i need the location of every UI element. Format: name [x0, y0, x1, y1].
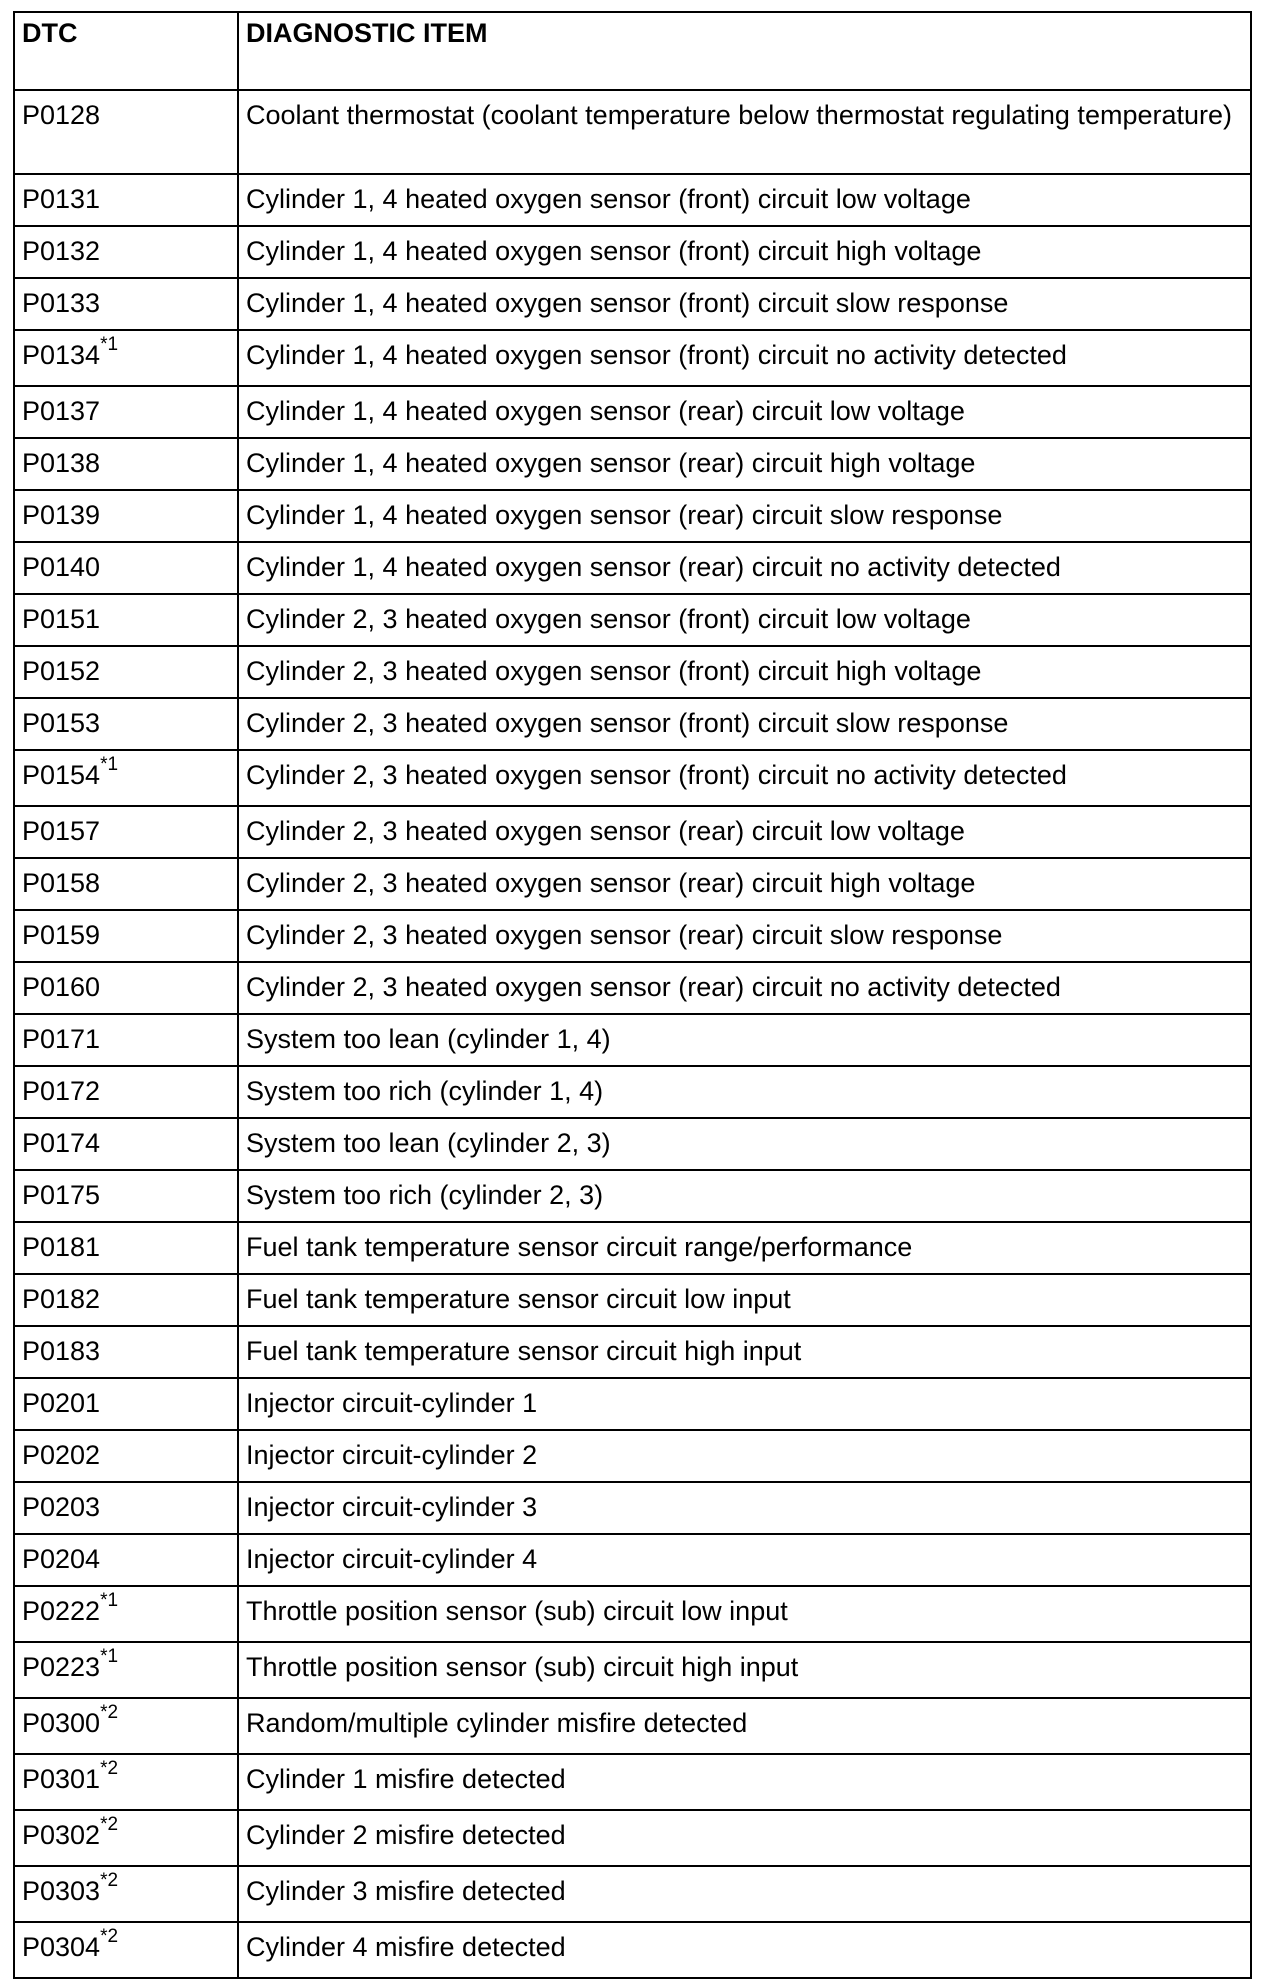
footnote-marker: *1: [100, 754, 119, 775]
diagnostic-item-cell: Cylinder 2, 3 heated oxygen sensor (front) circuit high voltage: [238, 646, 1251, 698]
table-row: [14, 1482, 1251, 1534]
table-row: [14, 542, 1251, 594]
dtc-code-cell: [14, 1482, 238, 1534]
dtc-code-cell: [14, 858, 238, 910]
dtc-code-cell: [14, 594, 238, 646]
dtc-code-cell: [14, 490, 238, 542]
diagnostic-item-cell: Cylinder 3 misfire detected: [238, 1866, 1251, 1922]
table-row: [14, 858, 1251, 910]
dtc-code-cell: [14, 646, 238, 698]
dtc-code-cell: [14, 806, 238, 858]
dtc-code-cell: [14, 1642, 238, 1698]
diagnostic-item-cell: System too lean (cylinder 2, 3): [238, 1118, 1251, 1170]
table-row: [14, 278, 1251, 330]
dtc-code: P0172: [22, 1076, 101, 1106]
table-row: [14, 1754, 1251, 1810]
dtc-code: P0183: [22, 1336, 101, 1366]
dtc-code: P0204: [22, 1544, 101, 1574]
dtc-code: P0304: [22, 1932, 101, 1962]
table-row: [14, 386, 1251, 438]
dtc-code-cell: [14, 750, 238, 806]
dtc-code: P0153: [22, 708, 101, 738]
dtc-code: P0152: [22, 656, 101, 686]
dtc-code-cell: [14, 542, 238, 594]
table-row: [14, 1534, 1251, 1586]
dtc-code-cell: [14, 1534, 238, 1586]
dtc-code: P0223: [22, 1652, 101, 1682]
dtc-code: P0154: [22, 760, 101, 790]
dtc-code-cell: [14, 330, 238, 386]
table-row: [14, 1118, 1251, 1170]
dtc-code-cell: [14, 438, 238, 490]
footnote-marker: *2: [100, 1702, 119, 1723]
dtc-code-cell: [14, 1222, 238, 1274]
diagnostic-item-column-header: DIAGNOSTIC ITEM: [238, 12, 1251, 90]
dtc-code: P0138: [22, 448, 101, 478]
diagnostic-item-cell: Cylinder 1, 4 heated oxygen sensor (rear) circuit slow response: [238, 490, 1251, 542]
dtc-code: P0300: [22, 1708, 101, 1738]
dtc-code-cell: [14, 698, 238, 750]
diagnostic-item-cell: Throttle position sensor (sub) circuit low input: [238, 1586, 1251, 1642]
table-row: [14, 646, 1251, 698]
dtc-code: P0132: [22, 236, 101, 266]
dtc-code: P0151: [22, 604, 101, 634]
dtc-code-cell: [14, 386, 238, 438]
table-row: [14, 90, 1251, 174]
dtc-code-cell: [14, 1810, 238, 1866]
dtc-code-cell: [14, 1698, 238, 1754]
dtc-column-header: DTC: [14, 12, 238, 90]
table-row: [14, 1274, 1251, 1326]
dtc-code: P0137: [22, 396, 101, 426]
table-row: [14, 226, 1251, 278]
diagnostic-item-cell: Cylinder 1, 4 heated oxygen sensor (front) circuit high voltage: [238, 226, 1251, 278]
diagnostic-item-cell: Cylinder 1, 4 heated oxygen sensor (front) circuit low voltage: [238, 174, 1251, 226]
table-row: [14, 594, 1251, 646]
table-row: [14, 806, 1251, 858]
table-row: [14, 174, 1251, 226]
header-row: [14, 12, 1251, 90]
diagnostic-item-cell: Fuel tank temperature sensor circuit high input: [238, 1326, 1251, 1378]
dtc-code: P0157: [22, 816, 101, 846]
dtc-code: P0159: [22, 920, 101, 950]
table-row: [14, 438, 1251, 490]
dtc-code: P0201: [22, 1388, 101, 1418]
diagnostic-item-cell: Cylinder 1, 4 heated oxygen sensor (rear) circuit no activity detected: [238, 542, 1251, 594]
diagnostic-item-cell: Cylinder 2, 3 heated oxygen sensor (rear) circuit high voltage: [238, 858, 1251, 910]
table-row: [14, 1378, 1251, 1430]
diagnostic-item-cell: Cylinder 1, 4 heated oxygen sensor (front) circuit no activity detected: [238, 330, 1251, 386]
diagnostic-item-cell: Throttle position sensor (sub) circuit high input: [238, 1642, 1251, 1698]
table-row: [14, 1698, 1251, 1754]
dtc-code-cell: [14, 1866, 238, 1922]
footnote-marker: *2: [100, 1870, 119, 1891]
dtc-code: P0202: [22, 1440, 101, 1470]
diagnostic-item-cell: System too rich (cylinder 1, 4): [238, 1066, 1251, 1118]
table-row: [14, 1170, 1251, 1222]
footnote-marker: *1: [100, 1590, 119, 1611]
dtc-code: P0181: [22, 1232, 101, 1262]
table-row: [14, 490, 1251, 542]
diagnostic-item-cell: Injector circuit-cylinder 3: [238, 1482, 1251, 1534]
diagnostic-item-cell: Fuel tank temperature sensor circuit low input: [238, 1274, 1251, 1326]
dtc-code: P0175: [22, 1180, 101, 1210]
dtc-code: P0303: [22, 1876, 101, 1906]
dtc-code-cell: [14, 1378, 238, 1430]
dtc-code: P0158: [22, 868, 101, 898]
dtc-code-cell: [14, 1430, 238, 1482]
diagnostic-item-cell: Cylinder 2, 3 heated oxygen sensor (front) circuit slow response: [238, 698, 1251, 750]
dtc-code-cell: [14, 1118, 238, 1170]
table-body: [14, 90, 1251, 1978]
dtc-code-cell: [14, 1586, 238, 1642]
dtc-code-cell: [14, 278, 238, 330]
diagnostic-item-cell: Cylinder 2, 3 heated oxygen sensor (rear) circuit no activity detected: [238, 962, 1251, 1014]
diagnostic-item-cell: Cylinder 2 misfire detected: [238, 1810, 1251, 1866]
table-row: [14, 698, 1251, 750]
diagnostic-item-cell: System too rich (cylinder 2, 3): [238, 1170, 1251, 1222]
footnote-marker: *2: [100, 1814, 119, 1835]
table-row: [14, 1066, 1251, 1118]
diagnostic-item-cell: Injector circuit-cylinder 1: [238, 1378, 1251, 1430]
table-header: [14, 12, 1251, 90]
dtc-code: P0131: [22, 184, 101, 214]
diagnostic-item-cell: Cylinder 2, 3 heated oxygen sensor (rear) circuit low voltage: [238, 806, 1251, 858]
diagnostic-item-cell: Cylinder 1, 4 heated oxygen sensor (rear) circuit high voltage: [238, 438, 1251, 490]
dtc-code: P0222: [22, 1596, 101, 1626]
diagnostic-item-cell: Cylinder 1 misfire detected: [238, 1754, 1251, 1810]
dtc-code-cell: [14, 174, 238, 226]
dtc-code-cell: [14, 1274, 238, 1326]
dtc-code: P0174: [22, 1128, 101, 1158]
diagnostic-item-cell: Injector circuit-cylinder 4: [238, 1534, 1251, 1586]
dtc-code: P0128: [22, 100, 101, 130]
dtc-code-cell: [14, 90, 238, 174]
dtc-code-cell: [14, 1066, 238, 1118]
dtc-code-cell: [14, 1326, 238, 1378]
footnote-marker: *2: [100, 1758, 119, 1779]
table-row: [14, 1866, 1251, 1922]
dtc-code: P0140: [22, 552, 101, 582]
table-row: [14, 1586, 1251, 1642]
dtc-code: P0203: [22, 1492, 101, 1522]
table-row: [14, 750, 1251, 806]
table-row: [14, 330, 1251, 386]
dtc-code-cell: [14, 1754, 238, 1810]
dtc-code-cell: [14, 1014, 238, 1066]
diagnostic-item-cell: Coolant thermostat (coolant temperature below thermostat regulating temperature): [238, 90, 1251, 174]
diagnostic-item-cell: System too lean (cylinder 1, 4): [238, 1014, 1251, 1066]
diagnostic-item-cell: Random/multiple cylinder misfire detected: [238, 1698, 1251, 1754]
table-row: [14, 1326, 1251, 1378]
table-row: [14, 1222, 1251, 1274]
diagnostic-item-cell: Cylinder 2, 3 heated oxygen sensor (front) circuit low voltage: [238, 594, 1251, 646]
diagnostic-item-cell: Cylinder 2, 3 heated oxygen sensor (front) circuit no activity detected: [238, 750, 1251, 806]
diagnostic-item-cell: Cylinder 1, 4 heated oxygen sensor (front) circuit slow response: [238, 278, 1251, 330]
table-row: [14, 910, 1251, 962]
diagnostic-item-cell: Injector circuit-cylinder 2: [238, 1430, 1251, 1482]
dtc-code: P0139: [22, 500, 101, 530]
footnote-marker: *1: [100, 1646, 119, 1667]
footnote-marker: *2: [100, 1926, 119, 1947]
dtc-code-cell: [14, 226, 238, 278]
table-row: [14, 1014, 1251, 1066]
dtc-code: P0182: [22, 1284, 101, 1314]
diagnostic-item-cell: Cylinder 4 misfire detected: [238, 1922, 1251, 1978]
dtc-code-cell: [14, 910, 238, 962]
dtc-code: P0171: [22, 1024, 101, 1054]
dtc-code: P0133: [22, 288, 101, 318]
table-row: [14, 1642, 1251, 1698]
table-row: [14, 1430, 1251, 1482]
dtc-code: P0302: [22, 1820, 101, 1850]
dtc-code-cell: [14, 1170, 238, 1222]
dtc-code-cell: [14, 962, 238, 1014]
diagnostic-item-cell: Fuel tank temperature sensor circuit range/performance: [238, 1222, 1251, 1274]
dtc-table: [13, 11, 1252, 1979]
table-row: [14, 962, 1251, 1014]
dtc-code: P0301: [22, 1764, 101, 1794]
diagnostic-item-cell: Cylinder 2, 3 heated oxygen sensor (rear) circuit slow response: [238, 910, 1251, 962]
dtc-code: P0134: [22, 340, 101, 370]
dtc-code: P0160: [22, 972, 101, 1002]
table-row: [14, 1810, 1251, 1866]
diagnostic-item-cell: Cylinder 1, 4 heated oxygen sensor (rear) circuit low voltage: [238, 386, 1251, 438]
footnote-marker: *1: [100, 334, 119, 355]
